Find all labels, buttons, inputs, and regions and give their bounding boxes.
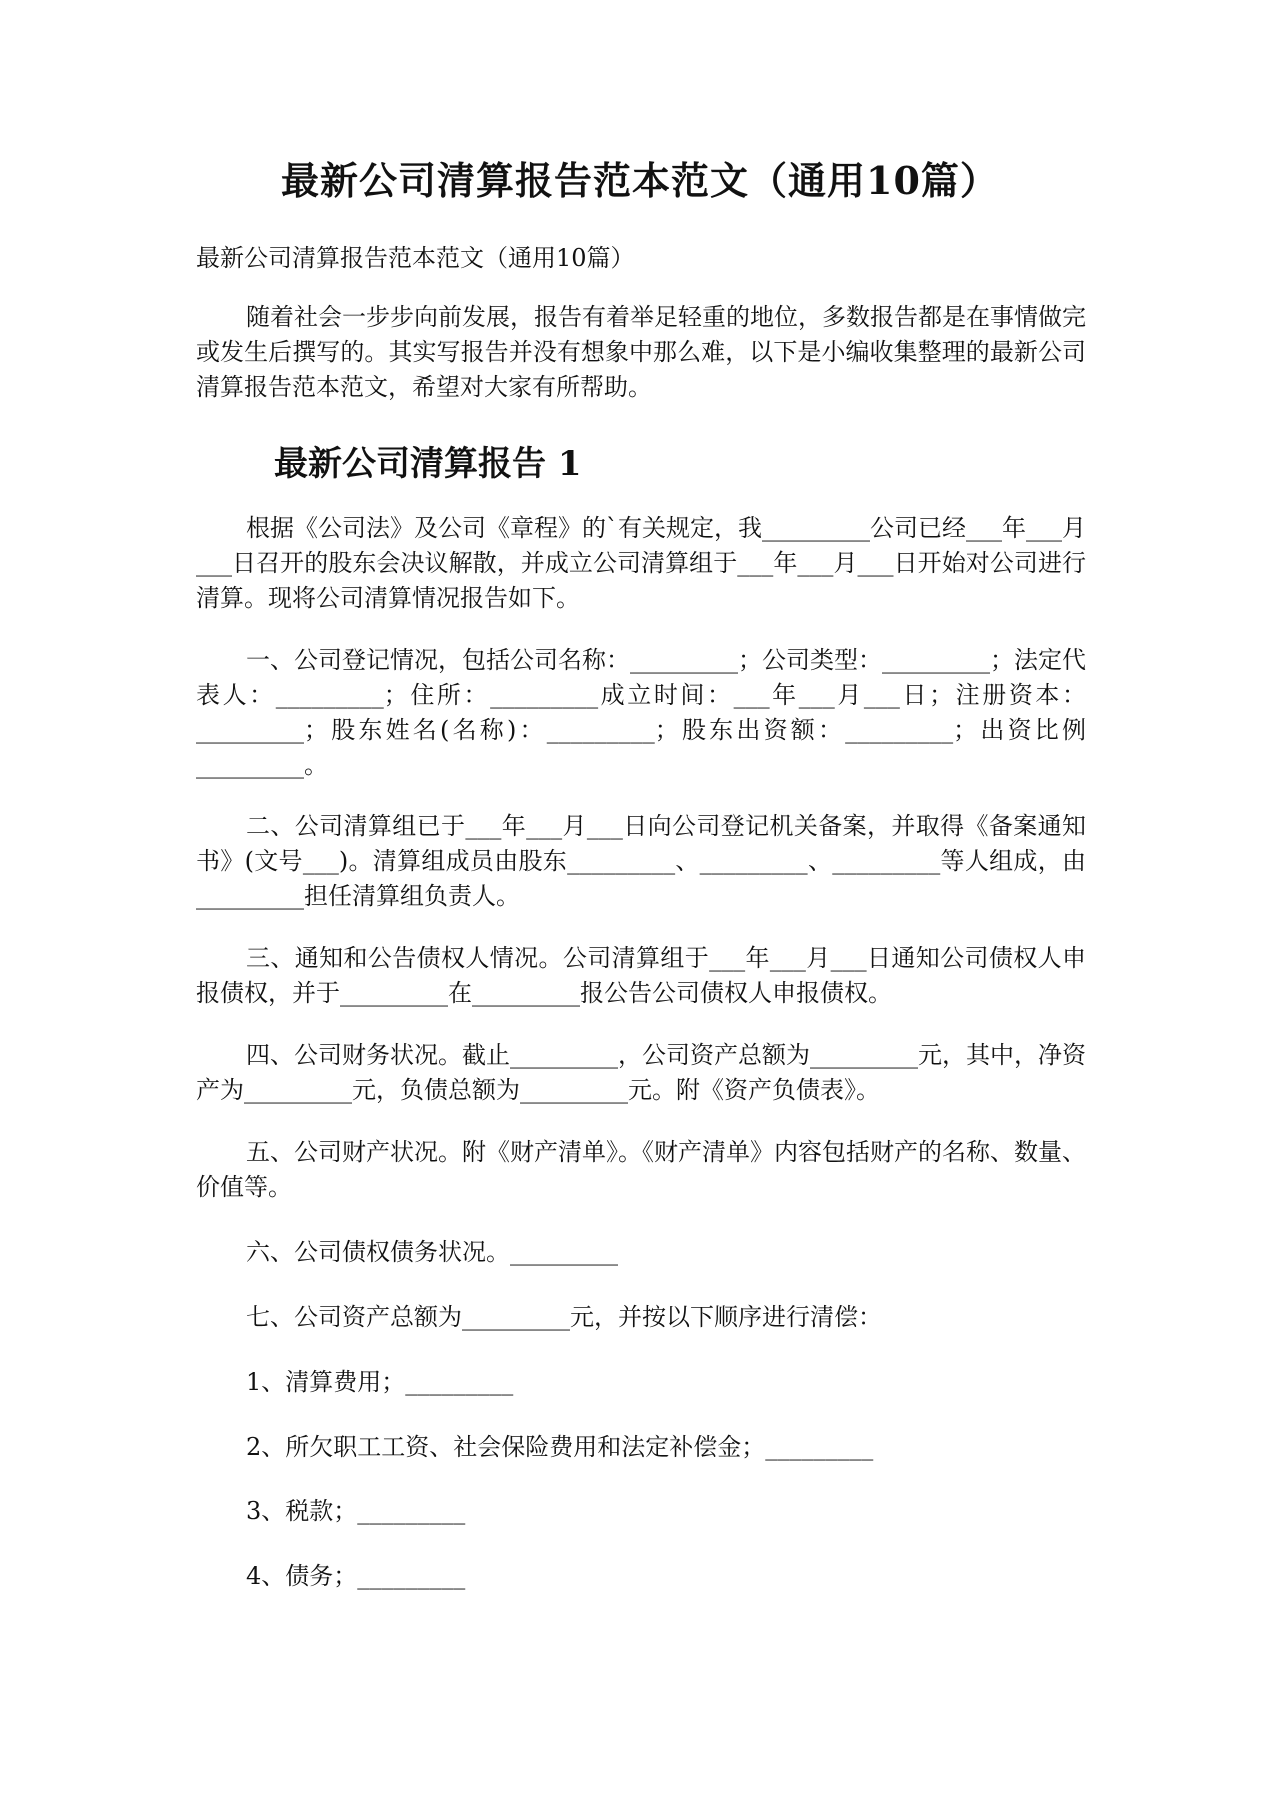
item-taxes: 3、税款；_________ [246, 1497, 466, 1525]
item-debt-status: 六、公司债权债务状况。_________ [246, 1238, 618, 1266]
item-clearing-fees: 1、清算费用；_________ [246, 1368, 514, 1396]
paragraph-financial-status: 四、公司财务状况。截止_________，公司资产总额为_________元，其中，净资产为_________元，负债总额为_________元。附《资产负债表》。 [196, 1041, 1086, 1104]
paragraph-property-status: 五、公司财产状况。附《财产清单》。《财产清单》内容包括财产的名称、数量、价值等。 [196, 1138, 1086, 1201]
item-total-assets: 七、公司资产总额为_________元，并按以下顺序进行清偿： [246, 1303, 882, 1331]
paragraph-opening: 根据《公司法》及公司《章程》的`有关规定，我_________公司已经___年___月___日召开的股东会决议解散，并成立公司清算组于___年___月___日开始对公司进行清算。现将公司清算情况报告如下。 [196, 514, 1086, 612]
paragraph-clearing-group: 二、公司清算组已于___年___月___日向公司登记机关备案，并取得《备案通知书》(文号___)。清算组成员由股东_________、_________、_________等人组成，由_________担任清算组负责人。 [196, 812, 1086, 910]
paragraph-registration: 一、公司登记情况，包括公司名称：_________；公司类型：_________；法定代表人：_________；住所：_________成立时间：___年___月___日；注册资本：_________；股东姓名(名称)：_________；股东出资额：_________；出资比例_________。 [196, 646, 1086, 779]
item-debts: 4、债务；_________ [246, 1562, 466, 1590]
document-subtitle: 最新公司清算报告范本范文（通用10篇） [196, 244, 635, 272]
document-title: 最新公司清算报告范本范文（通用10篇） [281, 158, 999, 203]
section-heading: 最新公司清算报告 1 [274, 444, 582, 484]
item-wages: 2、所欠职工工资、社会保险费用和法定补偿金；_________ [246, 1433, 874, 1461]
intro-paragraph: 随着社会一步步向前发展，报告有着举足轻重的地位，多数报告都是在事情做完或发生后撰写的。其实写报告并没有想象中那么难，以下是小编收集整理的最新公司清算报告范本范文，希望对大家有所帮助。 [196, 303, 1086, 401]
paragraph-creditor-notice: 三、通知和公告债权人情况。公司清算组于___年___月___日通知公司债权人申报债权，并于_________在_________报公告公司债权人申报债权。 [196, 944, 1086, 1007]
